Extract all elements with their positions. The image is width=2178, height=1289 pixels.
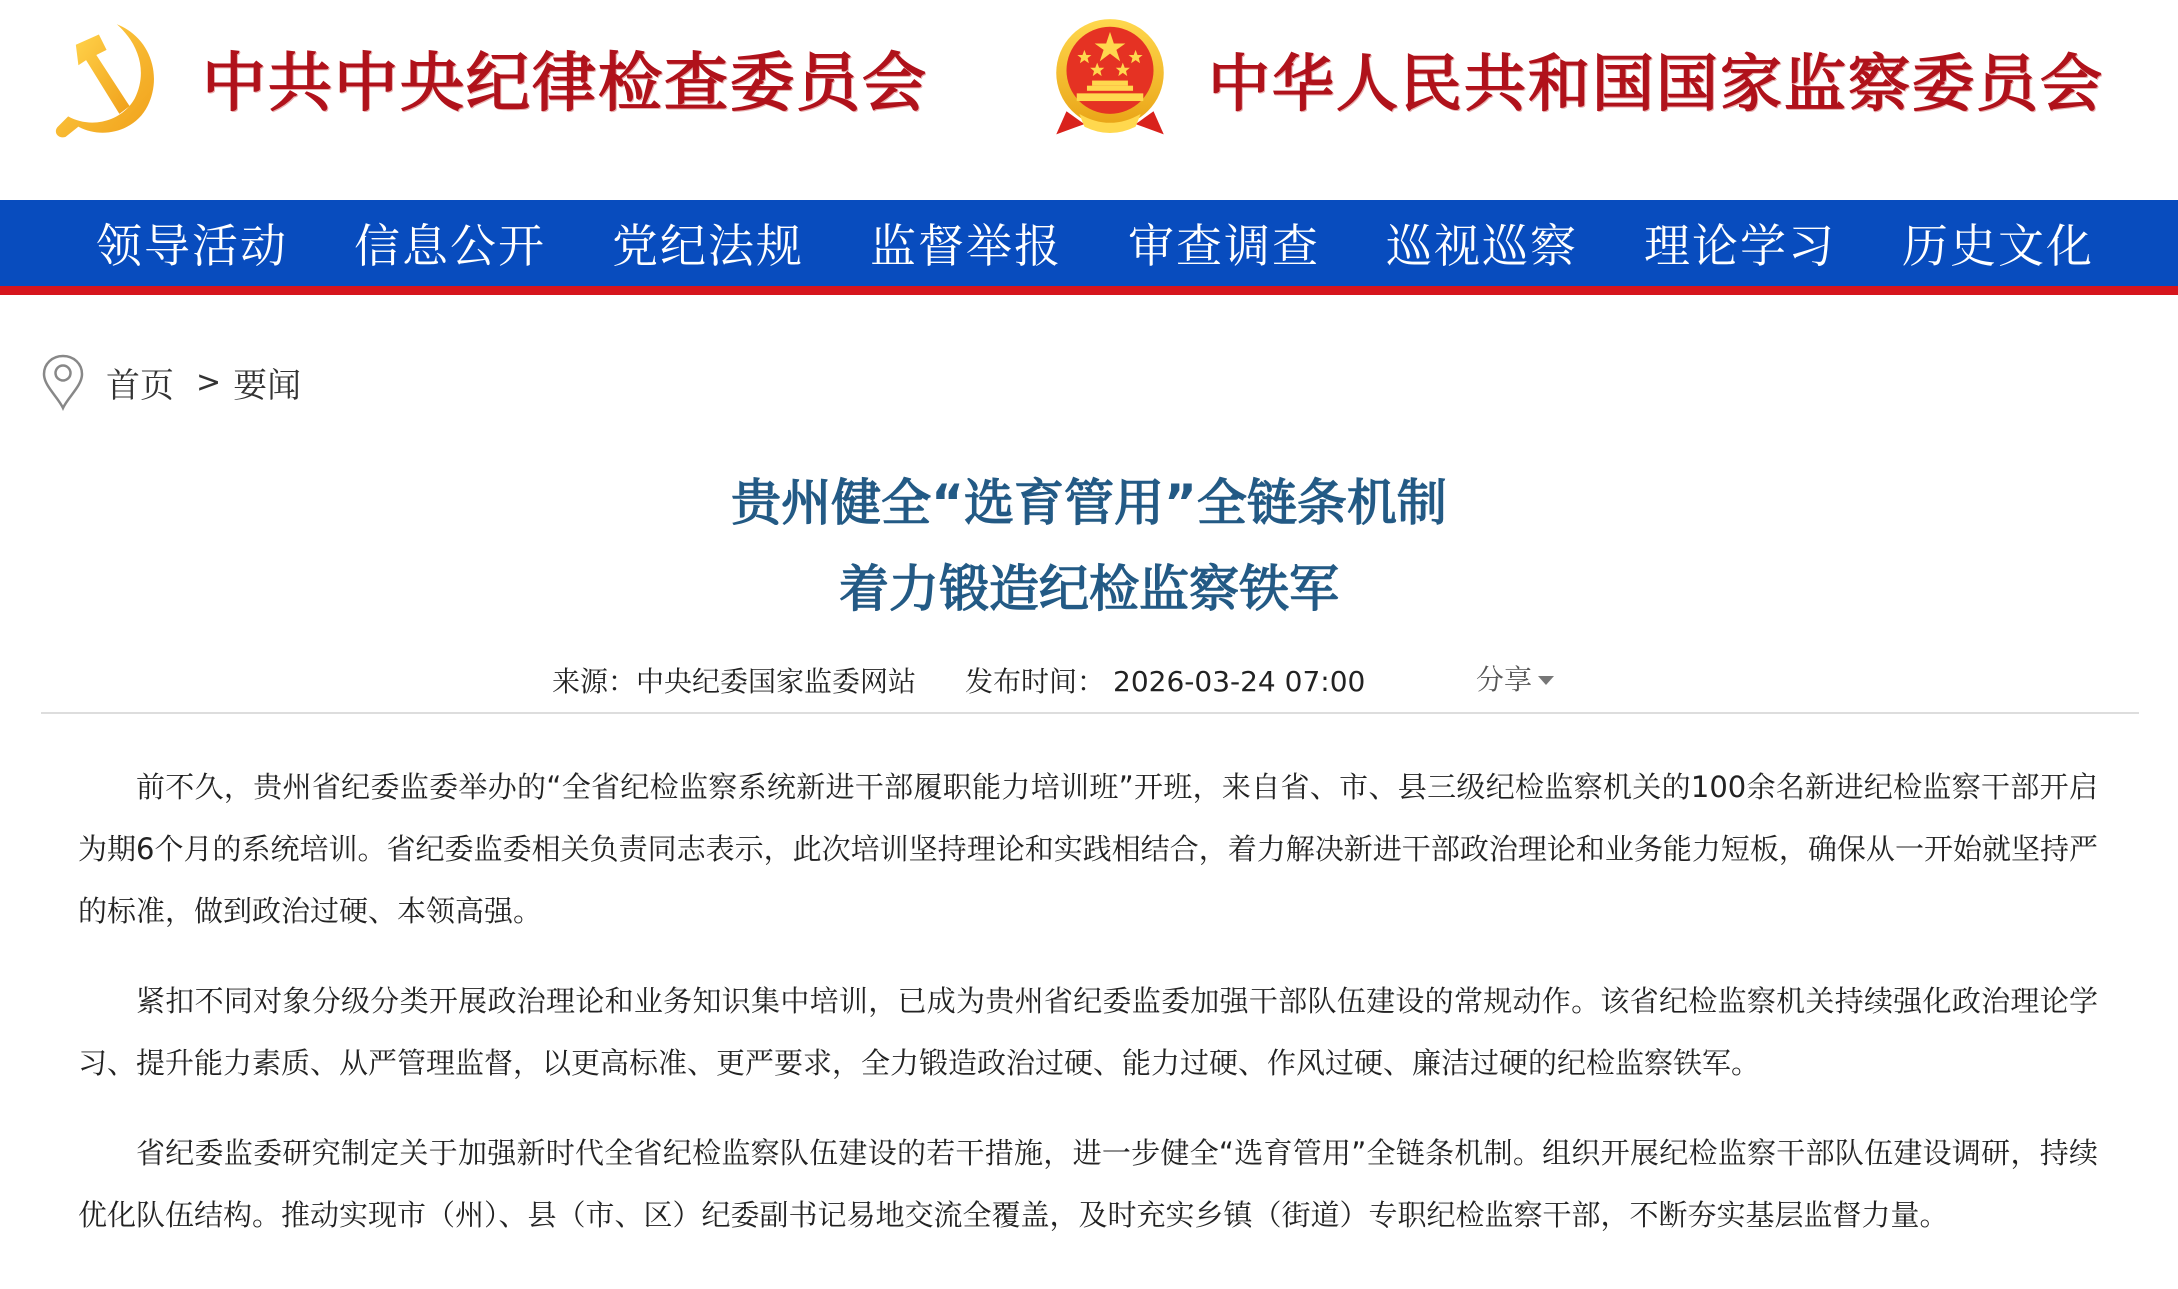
source-value: 中央纪委国家监委网站 — [636, 665, 917, 698]
nav-item-disclosure[interactable]: 信息公开 — [354, 219, 546, 273]
share-button[interactable] — [1476, 658, 1554, 698]
nav-red-stripe — [0, 286, 2178, 295]
source-label: 来源： — [552, 665, 637, 698]
share-label: 分享 — [1476, 663, 1533, 696]
meta-divider — [41, 712, 2139, 714]
breadcrumb-separator: > — [196, 364, 222, 400]
location-pin-icon — [40, 353, 86, 411]
ccdi-brand[interactable] — [40, 14, 928, 142]
main-nav — [0, 200, 2178, 286]
nav-item-theory[interactable]: 理论学习 — [1644, 219, 1836, 273]
article-paragraph: 省纪委监委研究制定关于加强新时代全省纪检监察队伍建设的若干措施，进一步健全“选育管用”全链条机制。组织开展纪检监察干部队伍建设调研，持续优化队伍结构。推动实现市（州）、县（市、区）纪委副书记易地交流全覆盖，及时充实乡镇（街道）专职纪检监察干部，不断夯实基层监督力量。 — [78, 1136, 2098, 1232]
caret-down-icon — [1538, 676, 1554, 685]
nsc-title: 中华人民共和国国家监察委员会 — [1208, 46, 2105, 120]
nav-item-history[interactable]: 历史文化 — [1902, 219, 2094, 273]
time-value: 2026-03-24 07:00 — [1113, 665, 1366, 698]
nav-item-leadership[interactable]: 领导活动 — [96, 219, 288, 273]
article-source — [552, 660, 916, 700]
breadcrumb — [40, 352, 301, 412]
article-meta — [0, 656, 2178, 700]
article-publish-time — [965, 660, 1365, 700]
party-emblem-icon — [40, 14, 168, 142]
nav-item-investigation[interactable]: 审查调查 — [1128, 219, 1320, 273]
site-header — [0, 0, 2178, 200]
article-title-line2: 着力锻造纪检监察铁军 — [839, 560, 1339, 618]
article-title-line1: 贵州健全“选育管用”全链条机制 — [731, 474, 1447, 532]
nsc-brand[interactable] — [1046, 14, 2104, 142]
national-emblem-icon — [1046, 14, 1174, 142]
nav-item-reporting[interactable]: 监督举报 — [870, 219, 1062, 273]
article-body — [78, 756, 2098, 1274]
article-paragraph: 紧扣不同对象分级分类开展政治理论和业务知识集中培训，已成为贵州省纪委监委加强干部队伍建设的常规动作。该省纪检监察机关持续强化政治理论学习、提升能力素质、从严管理监督，以更高标准、更严要求，全力锻造政治过硬、能力过硬、作风过硬、廉洁过硬的纪检监察铁军。 — [78, 984, 2098, 1080]
breadcrumb-current: 要闻 — [233, 365, 302, 406]
nav-item-inspection[interactable]: 巡视巡察 — [1386, 219, 1578, 273]
time-label: 发布时间： — [965, 665, 1106, 698]
article-title — [0, 460, 2178, 632]
breadcrumb-home[interactable]: 首页 — [106, 365, 174, 406]
article-paragraph: 前不久，贵州省纪委监委举办的“全省纪检监察系统新进干部履职能力培训班”开班，来自省、市、县三级纪检监察机关的100余名新进纪检监察干部开启为期6个月的系统培训。省纪委监委相关负责同志表示，此次培训坚持理论和实践相结合，着力解决新进干部政治理论和业务能力短板，确保从一开始就坚持严的标准，做到政治过硬、本领高强。 — [78, 770, 2098, 928]
ccdi-title: 中共中央纪律检查委员会 — [202, 46, 928, 121]
nav-item-regulations[interactable]: 党纪法规 — [612, 219, 804, 273]
